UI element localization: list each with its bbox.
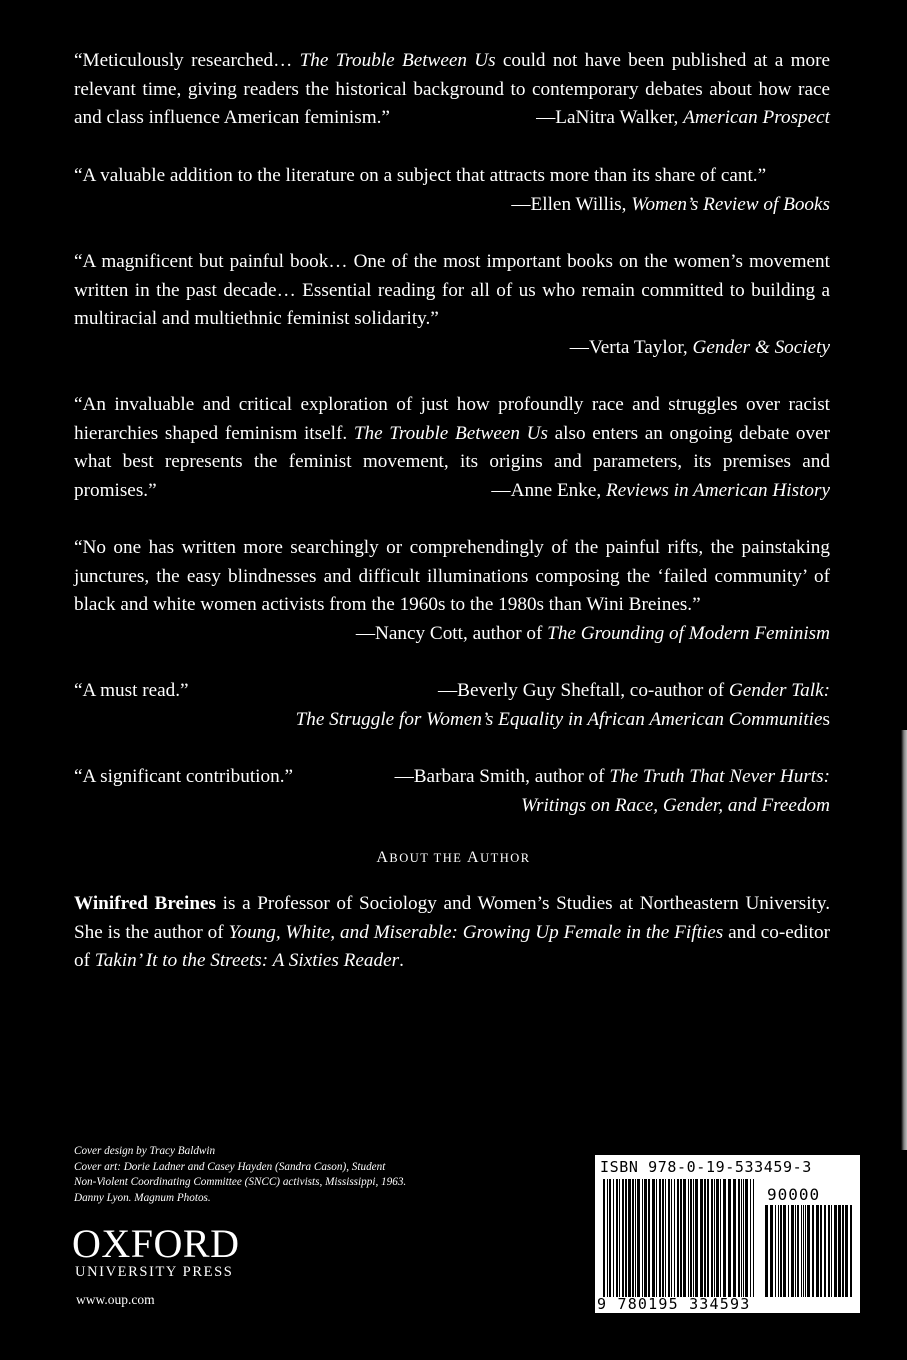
review-2-quote: “A valuable addition to the literature on a subject that attracts more than its share of cant.” bbox=[74, 165, 767, 186]
barcode-bars-icon bbox=[603, 1179, 755, 1297]
review-6-attribution: —Beverly Guy Sheftall, co-author of Gender Talk: bbox=[437, 680, 830, 701]
price-code: 90000 bbox=[767, 1185, 821, 1204]
author-bio: Winifred Breines is a Professor of Sociology and Women’s Studies at Northeastern University. She is the author of Young, White, and Miserable: Growing Up Female in the Fifties and co-editor of Takin’ It to the Streets: A Sixties Reader. bbox=[74, 893, 830, 972]
publisher-logo: OXFORD bbox=[72, 1221, 240, 1266]
review-4-attribution: —Anne Enke, Reviews in American History bbox=[491, 480, 830, 501]
review-2-attribution: —Ellen Willis, Women’s Review of Books bbox=[511, 194, 830, 215]
barcode bbox=[595, 1155, 860, 1313]
review-1-quote: “Meticulously researched… The Trouble Between Us could not have been published at a more relevant time, giving readers the historical background to contemporary debates about how race and class influence American feminism.” bbox=[74, 50, 830, 129]
about-author-heading: ABOUT THE AUTHOR bbox=[376, 849, 531, 866]
review-6 bbox=[74, 677, 830, 706]
review-4-quote: “An invaluable and critical exploration of just how profoundly race and struggles over racist hierarchies shaped feminism itself. The Trouble Between Us also enters an ongoing debate over what best represents the feminist movement, its origins and parameters, its premises and promises.” bbox=[74, 394, 830, 502]
photo-edge-decoration bbox=[901, 730, 907, 1150]
review-7-quote: “A significant contribution.” bbox=[74, 766, 294, 787]
review-3-quote: “A magnificent but painful book… One of the most important books on the women’s movement written in the past decade… Essential reading for all of us who remain committed to building a multiracial and multiethnic feminist solidarity.” bbox=[74, 251, 830, 330]
review-7-attribution-line2: Writings on Race, Gender, and Freedom bbox=[521, 795, 830, 816]
isbn-label: ISBN 978-0-19-533459-3 bbox=[600, 1158, 812, 1176]
review-6-attribution-line2: The Struggle for Women’s Equality in African American Communities bbox=[295, 709, 830, 730]
review-3-attribution: —Verta Taylor, Gender & Society bbox=[569, 337, 830, 358]
author-name: Winifred Breines bbox=[74, 893, 217, 914]
publisher-subname: UNIVERSITY PRESS bbox=[75, 1264, 234, 1280]
barcode-addon-bars-icon bbox=[765, 1205, 853, 1297]
review-6-quote: “A must read.” bbox=[74, 680, 189, 701]
review-7 bbox=[74, 763, 830, 792]
ean-digits: 9 780195 334593 bbox=[597, 1295, 751, 1313]
review-5-attribution: —Nancy Cott, author of The Grounding of Modern Feminism bbox=[355, 623, 830, 644]
review-7-attribution: —Barbara Smith, author of The Truth That Never Hurts: bbox=[394, 766, 830, 787]
review-1-attribution: —LaNitra Walker, American Prospect bbox=[536, 107, 830, 128]
review-5-quote: “No one has written more searchingly or comprehendingly of the painful rifts, the painstaking junctures, the easy blindnesses and difficult illuminations composing the ‘failed community’ of black and white women activists from the 1960s to the 1980s than Wini Breines.” bbox=[74, 537, 830, 616]
publisher-url: www.oup.com bbox=[76, 1292, 155, 1307]
cover-credits: Cover design by Tracy Baldwin Cover art: Dorie Ladner and Casey Hayden (Sandra Cason), Student Non-Violent Coordinating Committee (SNCC) activists, Mississippi, 1963. Danny Lyon. Magnum Photos. bbox=[74, 1145, 407, 1204]
